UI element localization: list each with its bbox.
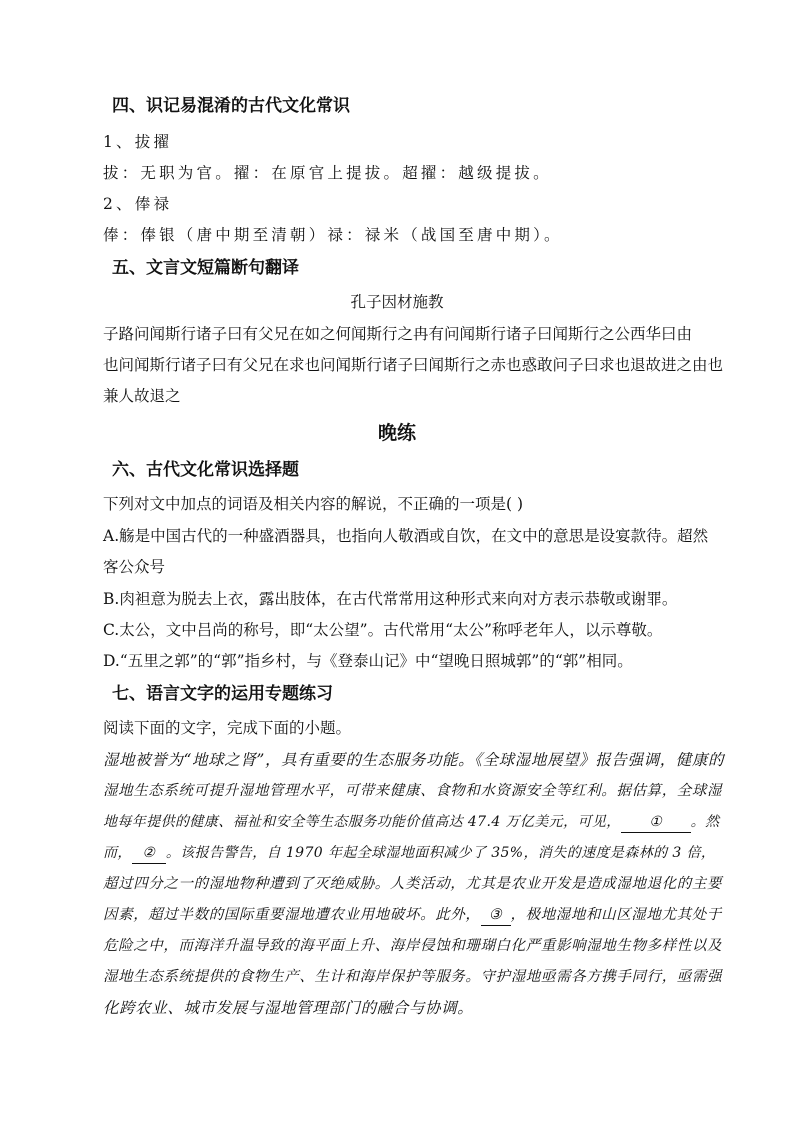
blank-3: ③ bbox=[481, 905, 511, 926]
reading-line-3-end: 。然 bbox=[690, 814, 720, 830]
reading-line-6-end: ，极地湿地和山区湿地尤其处于 bbox=[510, 907, 722, 923]
item-2-text: 俸：俸银（唐中期至清朝）禄：禄米（战国至唐中期）。 bbox=[103, 226, 563, 244]
passage-line-3: 兼人故退之 bbox=[103, 387, 181, 405]
reading-line-3 bbox=[103, 812, 719, 833]
evening-practice-title: 晚练 bbox=[377, 422, 416, 444]
item-1-title: 1、拔擢 bbox=[103, 133, 173, 151]
option-a-line-1: A.觞是中国古代的一种盛酒器具，也指向人敬酒或自饮，在文中的意思是设宴款待。超然 bbox=[103, 527, 709, 545]
reading-line-4 bbox=[103, 843, 715, 864]
reading-line-8: 湿地生态系统提供的食物生产、生计和海岸保护等服务。守护湿地亟需各方携手同行，亟需强 bbox=[103, 969, 723, 985]
item-1-text: 拔：无职为官。擢：在原官上提拔。超擢：越级提拔。 bbox=[103, 164, 552, 182]
option-a-line-2: 客公众号 bbox=[103, 558, 166, 576]
reading-line-3-start: 地每年提供的健康、福祉和安全等生态服务功能价值高达 47.4 万亿美元，可见， bbox=[103, 814, 621, 830]
passage-line-1: 子路问闻斯行诸子曰有父兄在如之何闻斯行之冉有问闻斯行诸子曰闻斯行之公西华曰由 bbox=[103, 325, 693, 343]
section-5-heading: 五、文言文短篇断句翻译 bbox=[112, 258, 299, 278]
blank-2: ② bbox=[132, 843, 166, 864]
section-7-heading: 七、语言文字的运用专题练习 bbox=[112, 684, 333, 704]
option-b: B.肉袒意为脱去上衣，露出肢体，在古代常常用这种形式来向对方表示恭敬或谢罪。 bbox=[103, 590, 678, 608]
reading-line-4-end: 。该报告警告，自 1970 年起全球湿地面积减少了 35%，消失的速度是森林的 3 倍， bbox=[165, 845, 716, 861]
section-4-heading: 四、识记易混淆的古代文化常识 bbox=[112, 96, 350, 116]
reading-line-6 bbox=[103, 905, 722, 926]
passage-title: 孔子因材施教 bbox=[350, 293, 444, 311]
blank-1: ① bbox=[621, 812, 691, 833]
reading-line-7: 危险之中，而海洋升温导致的海平面上升、海岸侵蚀和珊瑚白化严重影响湿地生物多样性以及 bbox=[103, 938, 723, 954]
question-stem: 下列对文中加点的词语及相关内容的解说，不正确的一项是( ) bbox=[103, 495, 524, 513]
section-6-heading: 六、古代文化常识选择题 bbox=[112, 460, 299, 480]
reading-line-9: 化跨农业、城市发展与湿地管理部门的融合与协调。 bbox=[103, 999, 474, 1017]
reading-line-2: 湿地生态系统可提升湿地管理水平，可带来健康、食物和水资源安全等红利。据估算，全球湿 bbox=[103, 783, 723, 799]
passage-line-2: 也问闻斯行诸子曰有父兄在求也问闻斯行诸子曰闻斯行之赤也惑敢问子曰求也退故进之由也 bbox=[103, 356, 724, 374]
reading-intro: 阅读下面的文字，完成下面的小题。 bbox=[103, 719, 352, 737]
reading-line-6-start: 因素，超过半数的国际重要湿地遭农业用地破坏。此外， bbox=[103, 907, 481, 923]
option-c: C.太公，文中吕尚的称号，即“太公望”。古代常用“太公”称呼老年人，以示尊敬。 bbox=[103, 621, 663, 639]
reading-line-5: 超过四分之一的湿地物种遭到了灭绝威胁。人类活动，尤其是农业开发是造成湿地退化的主要 bbox=[103, 876, 723, 892]
item-2-title: 2、俸禄 bbox=[103, 195, 173, 213]
reading-line-1: 湿地被誉为“地球之肾”，具有重要的生态服务功能。《全球湿地展望》报告强调，健康的 bbox=[103, 751, 725, 769]
option-d: D.“五里之郭”的“郭”指乡村，与《登泰山记》中“望晚日照城郭”的“郭”相同。 bbox=[103, 652, 633, 670]
reading-line-4-start: 而， bbox=[103, 845, 132, 861]
